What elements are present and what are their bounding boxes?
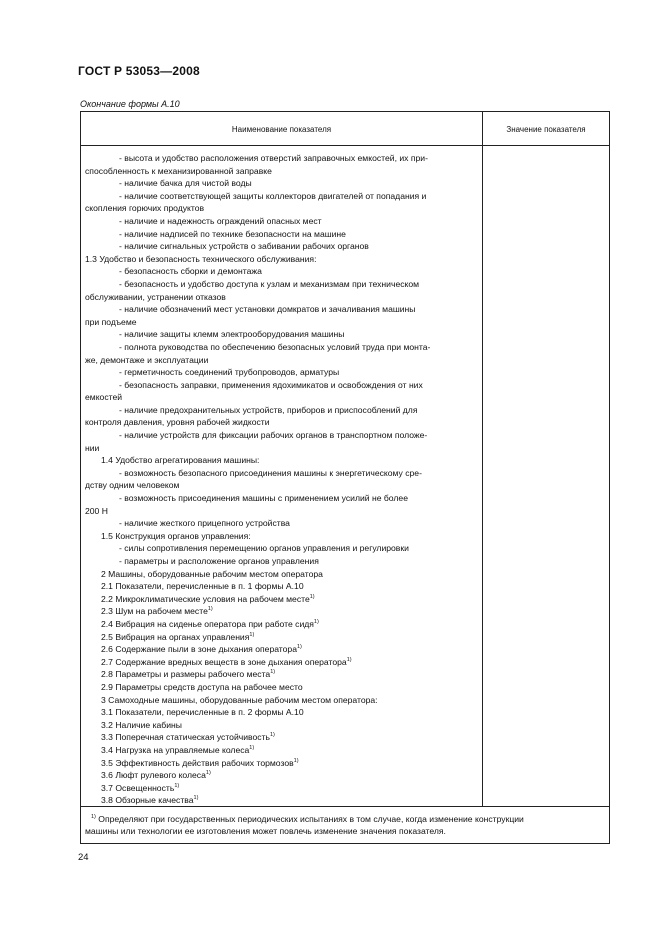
table-line: способленность к механизированной заправке: [85, 165, 272, 176]
table-line: - наличие защиты клемм электрооборудования машины: [119, 329, 345, 340]
table-line: 2 Машины, оборудованные рабочим местом оператора: [101, 568, 323, 579]
table-line: - наличие и надежность ограждений опасных мест: [119, 215, 322, 226]
table-caption: Окончание формы А.10: [80, 99, 180, 109]
table-line: - герметичность соединений трубопроводов, арматуры: [119, 367, 340, 378]
table-line: 2.4 Вибрация на сиденье оператора при работе сидя$^{1)}$: [101, 618, 319, 629]
table-line: 3.7 Освещенность$^{1)}$: [101, 782, 180, 793]
table-line: 3.5 Эффективность действия рабочих тормозов$^{1)}$: [101, 757, 299, 768]
table-line: - возможность безопасного присоединения машины к энергетическому сре-: [119, 467, 422, 478]
table-line: же, демонтаже и эксплуатации: [85, 354, 209, 365]
table-line: 3.6 Люфт рулевого колеса$^{1)}$: [101, 770, 211, 781]
table-line: - наличие предохранительных устройств, приборов и приспособлений для: [119, 404, 418, 415]
footnote-line-1: $^{1)}$ Определяют при государственных периодических испытаниях в том случае, когда изменение конструкции: [91, 814, 524, 824]
table-line: - безопасность и удобство доступа к узлам и механизмам при техническом: [119, 278, 420, 289]
table-line: - наличие надписей по технике безопасности на машине: [119, 228, 346, 239]
table-line: 2.8 Параметры и размеры рабочего места$^{1)}$: [101, 669, 276, 680]
table-line: - наличие сигнальных устройств о забивании рабочих органов: [119, 241, 369, 252]
table-line: - безопасность заправки, применения ядохимикатов и освобождения от них: [119, 379, 423, 390]
table-line: 1.5 Конструкция органов управления:: [101, 530, 251, 541]
table-line: 2.7 Содержание вредных веществ в зоне дыхания оператора$^{1)}$: [101, 656, 352, 667]
table-line: 2.3 Шум на рабочем месте$^{1)}$: [101, 606, 213, 617]
table-line: 3.4 Нагрузка на управляемые колеса$^{1)}$: [101, 744, 255, 755]
table-line: 2.1 Показатели, перечисленные в п. 1 формы А.10: [101, 581, 304, 592]
table-footnote: [85, 813, 605, 838]
table-line: 3 Самоходные машины, оборудованные рабочим местом оператора:: [101, 694, 378, 705]
table-line: - параметры и расположение органов управления: [119, 556, 319, 566]
table-line: - силы сопротивления перемещению органов управления и регулировки: [119, 543, 409, 554]
table-line: 3.2 Наличие кабины: [101, 719, 182, 730]
table-line: - наличие бачка для чистой воды: [119, 178, 252, 189]
table-line: обслуживании, устранении отказов: [85, 291, 226, 302]
header-divider: [81, 145, 609, 146]
table-line: - безопасность сборки и демонтажа: [119, 266, 262, 277]
table-line: 2.9 Параметры средств доступа на рабочее место: [101, 681, 303, 692]
table-line: емкостей: [85, 392, 123, 403]
table-line: нии: [85, 442, 100, 453]
column-divider: [482, 112, 483, 806]
table-line: - наличие устройств для фиксации рабочих органов в транспортном положе-: [119, 430, 428, 441]
table-line: контроля давления, уровня рабочей жидкости: [85, 417, 270, 428]
table-line: - наличие соответствующей защиты коллекторов двигателей от попадания и: [119, 190, 427, 201]
table-line: - наличие жесткого прицепного устройства: [119, 518, 290, 529]
table-line: 2.2 Микроклиматические условия на рабочем месте$^{1)}$: [101, 593, 315, 604]
table-line: 3.3 Поперечная статическая устойчивость$^{1)}$: [101, 732, 275, 743]
table-line: - возможность присоединения машины с применением усилий не более: [119, 493, 408, 504]
table-line: - наличие обозначений мест установки домкратов и зачаливания машины: [119, 304, 416, 315]
table-line: 1.3 Удобство и безопасность технического обслуживания:: [85, 253, 317, 264]
table-line: 3.8 Обзорные качества$^{1)}$: [101, 795, 199, 806]
table-line: 2.6 Содержание пыли в зоне дыхания оператора$^{1)}$: [101, 644, 302, 655]
table-line: - полнота руководства по обеспечению безопасных условий труда при монта-: [119, 341, 431, 352]
column-header-name: Наименование показателя: [231, 125, 332, 134]
table-line: при подъеме: [85, 316, 137, 327]
table-line: 1.4 Удобство агрегатирования машины:: [101, 455, 260, 466]
table-body-text: [85, 152, 480, 807]
table-line: 2.5 Вибрация на органах управления$^{1)}$: [101, 631, 255, 642]
table-line: дству одним человеком: [85, 480, 180, 491]
column-header-value: Значение показателя: [506, 125, 586, 134]
table-line: 3.1 Показатели, перечисленные в п. 2 формы А.10: [101, 707, 304, 718]
page-number: 24: [78, 852, 89, 863]
table-line: - высота и удобство расположения отверстий заправочных емкостей, их при-: [119, 153, 428, 163]
table-line: 200 Н: [85, 505, 108, 516]
table-line: скопления горючих продуктов: [85, 203, 205, 214]
document-header: ГОСТ Р 53053—2008: [78, 64, 200, 78]
footnote-line-2: машины или технологии ее изготовления может повлечь изменение значения показателя.: [85, 826, 446, 837]
indicators-table: [80, 111, 610, 844]
